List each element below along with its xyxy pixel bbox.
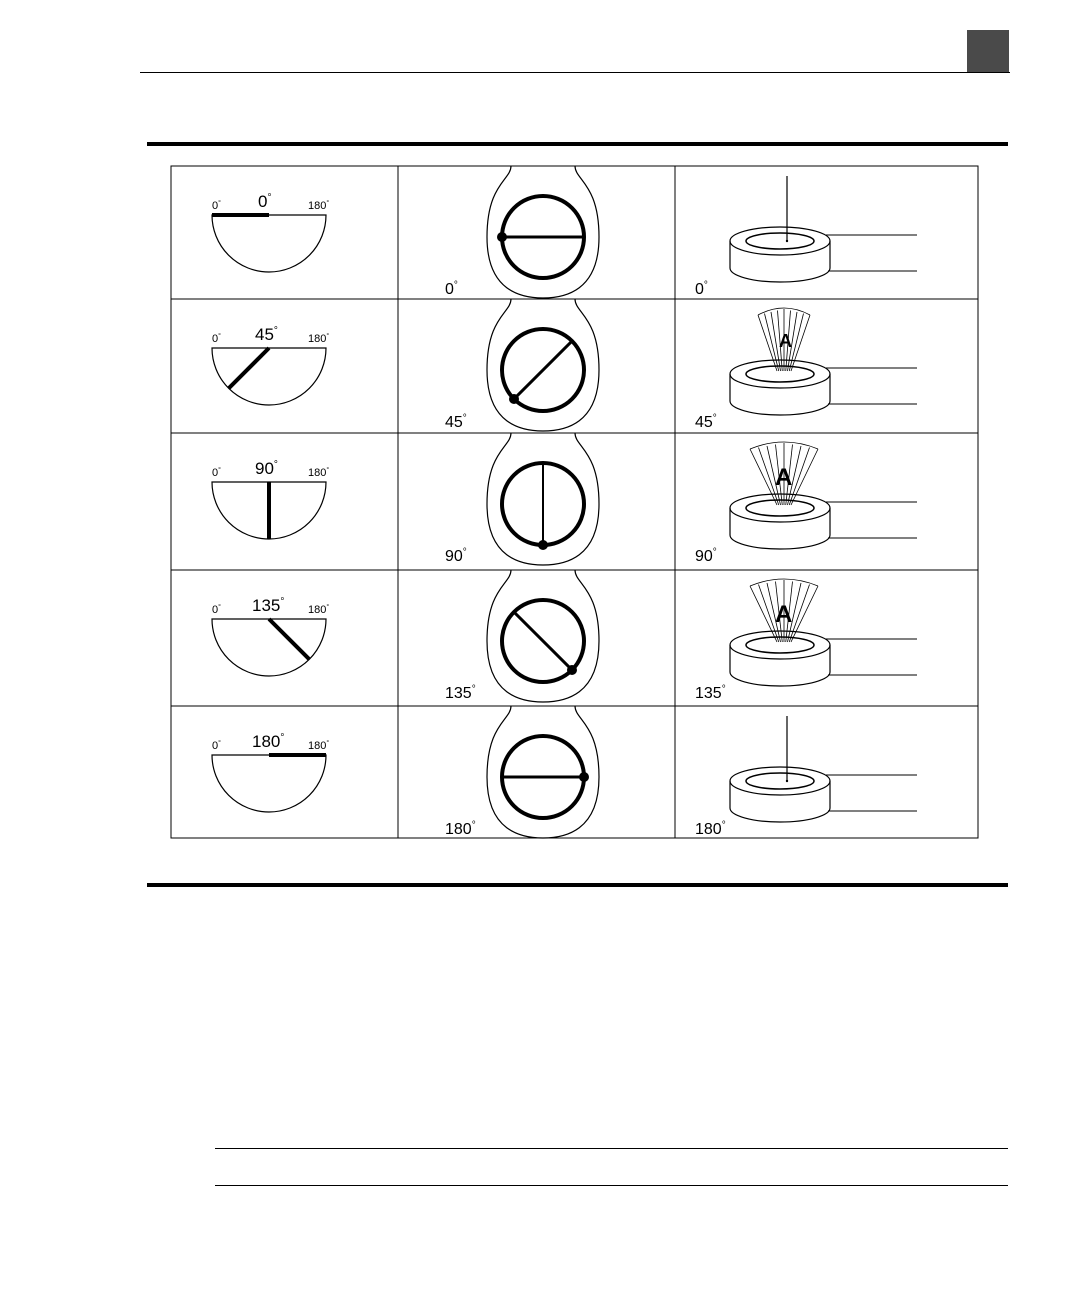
row-180 [212, 706, 917, 838]
angle-label: 45° [255, 325, 278, 344]
row-90 [212, 433, 917, 565]
scale-max-label: 180° [308, 603, 330, 616]
wrench-axis-point [786, 240, 788, 242]
wrench-ring-top [730, 494, 830, 522]
ring-end-view [445, 433, 599, 565]
row-45 [212, 299, 917, 431]
angle-label: 0° [258, 192, 272, 211]
wrench-side-view [695, 579, 917, 702]
fan-letter: A [779, 331, 792, 351]
ring-diameter [514, 612, 572, 670]
side-view-angle-label: 90° [695, 546, 717, 565]
end-view-angle-label: 45° [445, 412, 467, 431]
scale-max-label: 180° [308, 199, 330, 212]
fan-ray [758, 315, 777, 371]
fan-ray [791, 449, 818, 505]
wrench-bore [746, 233, 814, 249]
side-view-angle-label: 45° [695, 412, 717, 431]
ring-end-view [445, 706, 599, 838]
protractor [212, 325, 329, 405]
ring-dot [538, 540, 548, 550]
wrench-side-view [695, 308, 917, 431]
wrench-bore [746, 773, 814, 789]
end-view-angle-label: 0° [445, 279, 458, 298]
wrench-side-view [695, 176, 917, 298]
protractor-outline [212, 755, 326, 812]
ring-dot [509, 394, 519, 404]
fan-letter: A [775, 464, 793, 491]
ring-end-view [445, 570, 599, 702]
scale-min-label: 0° [212, 332, 221, 345]
wrench-ring-body [730, 374, 830, 415]
angle-label: 90° [255, 459, 278, 478]
wrench-ring-top [730, 631, 830, 659]
fan-letter: A [775, 601, 793, 628]
protractor-outline [212, 348, 326, 405]
wrench-ring-body [730, 508, 830, 549]
ring-end-view [445, 299, 599, 431]
wrench-ring-body [730, 241, 830, 282]
scale-max-label: 180° [308, 332, 330, 345]
protractor [212, 192, 329, 272]
wrench-axis-point [786, 780, 788, 782]
protractor-outline [212, 215, 326, 272]
protractor-pointer [229, 348, 269, 388]
side-view-angle-label: 0° [695, 279, 708, 298]
wrench-ring-top [730, 227, 830, 255]
wrench-ring-top [730, 360, 830, 388]
wrench-ring-top [730, 767, 830, 795]
fan-ray [765, 314, 779, 372]
scale-min-label: 0° [212, 739, 221, 752]
side-view-angle-label: 135° [695, 683, 726, 702]
end-view-angle-label: 90° [445, 546, 467, 565]
protractor-outline [212, 619, 326, 676]
ring-diameter [514, 341, 572, 399]
row-0 [212, 166, 917, 298]
wrench-side-view [695, 716, 917, 838]
row-135 [212, 570, 917, 702]
protractor [212, 459, 329, 539]
wrench-ring-body [730, 781, 830, 822]
scale-min-label: 0° [212, 199, 221, 212]
scale-min-label: 0° [212, 603, 221, 616]
wrench-ring-body [730, 645, 830, 686]
ring-dot [567, 665, 577, 675]
diagram-rows [212, 166, 917, 838]
angle-label: 135° [252, 596, 285, 615]
wrench-side-view [695, 442, 917, 565]
ring-end-view [445, 166, 599, 298]
scale-max-label: 180° [308, 466, 330, 479]
angle-label: 180° [252, 732, 285, 751]
fan-ray [791, 586, 818, 642]
end-view-angle-label: 135° [445, 683, 476, 702]
scale-min-label: 0° [212, 466, 221, 479]
ring-dot [579, 772, 589, 782]
end-view-angle-label: 180° [445, 819, 476, 838]
protractor [212, 732, 329, 812]
protractor [212, 596, 329, 676]
side-view-angle-label: 180° [695, 819, 726, 838]
ring-dot [497, 232, 507, 242]
protractor-pointer [269, 619, 309, 659]
scale-max-label: 180° [308, 739, 330, 752]
